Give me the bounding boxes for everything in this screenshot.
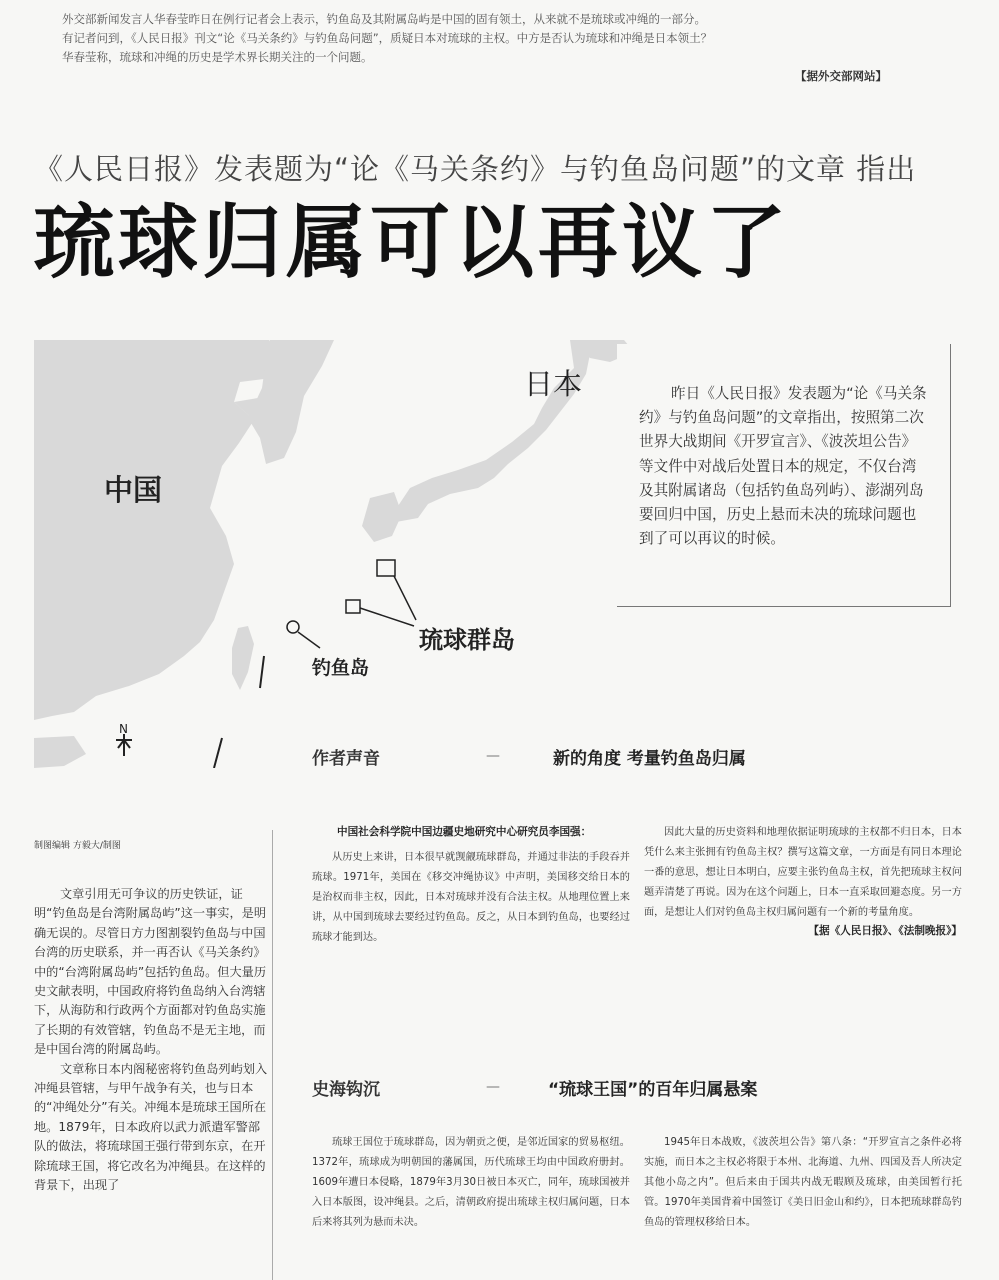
headline: 琉球归属可以再议了	[34, 196, 790, 289]
snippet-source: 【据外交部网站】	[795, 69, 887, 83]
ryukyu-box-1	[377, 560, 395, 576]
section2-col1	[312, 1133, 630, 1233]
map-callout	[617, 344, 951, 607]
label-north: N	[119, 722, 128, 736]
left-column	[34, 885, 270, 1196]
sea-line	[214, 738, 222, 768]
diaoyu-marker	[287, 621, 299, 633]
ryukyu-leader-2	[360, 608, 414, 626]
section1-title: 新的角度 考量钓鱼岛归属	[553, 749, 746, 769]
kyushu-landmass	[362, 492, 402, 542]
column-divider	[272, 830, 273, 1280]
section2-col1-text: 琉球王国位于琉球群岛，因为朝贡之便，是邻近国家的贸易枢纽。1372年，琉球成为明朝国的藩属国，历代琉球王均由中国政府册封。1609年遭日本侵略，1879年3月30日被日本灭亡，同年，琉球国被并入日本版图，设冲绳县。之后，清朝政府提出琉球主权归属问题，日本后来将其列为悬而未决。	[312, 1137, 630, 1228]
snippet-line: 华春莹称，琉球和冲绳的历史是学术界长期关注的一个问题。	[62, 50, 373, 64]
section2-tag: 史海钩沉	[312, 1080, 380, 1100]
label-japan: 日本	[524, 367, 583, 401]
section2-dash: —	[486, 1079, 500, 1095]
callout-text: 昨日《人民日报》发表题为“论《马关条约》与钓鱼岛问题”的文章指出，按照第二次世界大战期间《开罗宣言》、《波茨坦公告》等文件中对战后处置日本的规定，不仅台湾及其附属诸岛（包括钓鱼岛列屿）、澎湖列岛要回归中国，历史上悬而未决的琉球问题也到了可以再议的时候。	[639, 385, 927, 548]
section1-dash: —	[486, 748, 500, 764]
section1-source: 【据《人民日报》、《法制晚报》】	[808, 925, 962, 937]
label-china: 中国	[104, 473, 163, 507]
ryukyu-chain	[260, 656, 264, 688]
left-paragraph: 文章称日本内阁秘密将钓鱼岛列屿划入冲绳县管辖，与甲午战争有关，也与日本的“冲绳处分”有关。冲绳本是琉球王国所在地。1879年，日本政府以武力派遣军警部队的做法，将琉球国王强行带到东京，在开除琉球王国，将它改名为冲绳县。在这样的背景下，出现了	[34, 1061, 268, 1193]
snippet-line: 有记者问到，《人民日报》刊文“论《马关条约》与钓鱼岛问题”，质疑日本对琉球的主权。中方是否认为琉球和冲绳是日本领土？	[62, 31, 713, 45]
north-arrow-icon	[116, 734, 132, 756]
section1-col1-text: 从历史上来讲，日本很早就觊觎琉球群岛，并通过非法的手段吞并琉球。1971年，美国在《移交冲绳协议》中声明，美国移交给日本的是治权而非主权，因此，日本对琉球并没有合法主权。从地理位置上来讲，从中国到琉球去要经过钓鱼岛。反之，从日本到钓鱼岛，也要经过琉球才能到达。	[312, 852, 630, 943]
label-ryukyu: 琉球群岛	[419, 626, 515, 654]
label-diaoyu: 钓鱼岛	[312, 657, 370, 679]
ryukyu-leader-1	[394, 576, 416, 620]
section2-col2	[644, 1133, 962, 1233]
map-figure	[34, 338, 944, 768]
hainan-landmass	[34, 736, 86, 768]
section1-col2-text: 因此大量的历史资料和地理依据证明琉球的主权都不归日本，日本凭什么来主张拥有钓鱼岛主权？撰写这篇文章，一方面是有同日本理论一番的意思，想让日本明白，应要主张钓鱼岛主权，首先把琉球主权问题弄清楚了再说。因为在这个问题上，日本一直采取回避态度。另一方面，是想让人们对钓鱼岛主权归属问题有一个新的考量角度。	[644, 827, 962, 918]
section1-header	[312, 744, 380, 769]
top-snippet	[62, 10, 912, 67]
diaoyu-leader	[298, 632, 320, 648]
section1-author: 中国社会科学院中国边疆史地研究中心研究员李国强：	[337, 826, 592, 838]
map-caption: 制图编辑 方毅大/制图	[34, 841, 121, 851]
subheadline: 《人民日报》发表题为“论《马关条约》与钓鱼岛问题”的文章 指出	[34, 152, 917, 186]
ryukyu-box-2	[346, 600, 360, 613]
left-paragraph: 文章引用无可争议的历史铁证，证明“钓鱼岛是台湾附属岛屿”这一事实，是明确无误的。尽管日方力图割裂钓鱼岛与中国台湾的历史联系，并一再否认《马关条约》中的“台湾附属岛屿”包括钓鱼岛。但大量历史文献表明，中国政府将钓鱼岛纳入台湾辖下，从海防和行政两个方面都对钓鱼岛实施了长期的有效管辖，钓鱼岛不是无主地，而是中国台湾的附属岛屿。	[34, 887, 267, 1057]
section1-col1	[312, 823, 630, 948]
section1-tag: 作者声音	[312, 749, 380, 769]
section2-col2-text: 1945年日本战败，《波茨坦公告》第八条：“开罗宣言之条件必将实施，而日本之主权必将限于本州、北海道、九州、四国及吾人所决定其他小岛之内”。但后来由于国共内战无暇顾及琉球，由美国暂行托管。1970年美国背着中国签订《美日旧金山和约》，日本把琉球群岛钓鱼岛的管理权移给日本。	[644, 1137, 962, 1228]
taiwan-landmass	[232, 626, 254, 690]
section1-col2	[644, 823, 962, 938]
snippet-line: 外交部新闻发言人华春莹昨日在例行记者会上表示，钓鱼岛及其附属岛屿是中国的固有领土，从来就不是琉球或冲绳的一部分。	[62, 12, 706, 26]
section2-title: “琉球王国”的百年归属悬案	[548, 1080, 758, 1100]
